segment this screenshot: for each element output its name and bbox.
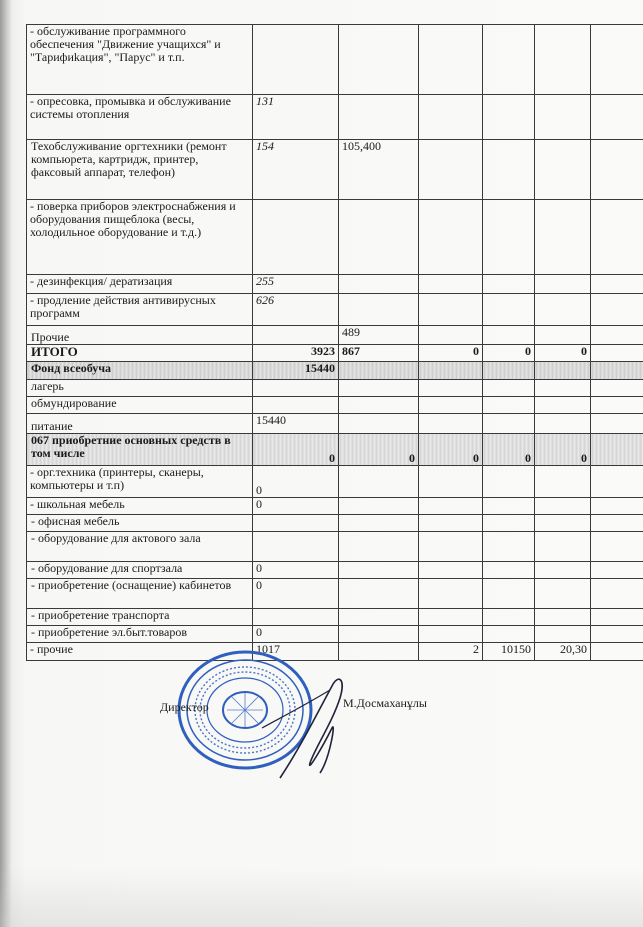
cell-col3	[419, 515, 483, 532]
cell-col1	[253, 609, 339, 626]
cell-col4	[483, 397, 535, 414]
table-row	[27, 466, 643, 498]
row-name: - оборудование для актового зала	[27, 532, 253, 562]
cell-col6	[591, 200, 643, 275]
cell-col4	[483, 200, 535, 275]
page-fold-shadow	[0, 0, 12, 927]
cell-col4: 10150	[483, 643, 535, 661]
cell-col5: 20,30	[535, 643, 591, 661]
row-name: - дезинфекция/ дератизация	[27, 275, 253, 294]
page-bottom-shade	[0, 867, 643, 927]
cell-col6	[591, 140, 643, 200]
cell-col2	[339, 95, 419, 140]
cell-col1	[253, 380, 339, 397]
cell-col4	[483, 498, 535, 515]
cell-col2	[339, 515, 419, 532]
cell-col4	[483, 362, 535, 380]
cell-col5	[535, 380, 591, 397]
cell-col5	[535, 362, 591, 380]
cell-col6	[591, 466, 643, 498]
row-name: - приобретение эл.быт.товаров	[27, 626, 253, 643]
row-name: - офисная мебель	[27, 515, 253, 532]
cell-col3	[419, 362, 483, 380]
cell-col5	[535, 562, 591, 579]
cell-col5	[535, 294, 591, 326]
cell-col3	[419, 532, 483, 562]
cell-col5: 0	[535, 434, 591, 466]
cell-col3	[419, 326, 483, 345]
cell-col2	[339, 362, 419, 380]
table-row	[27, 562, 643, 579]
cell-col5	[535, 532, 591, 562]
cell-col3	[419, 140, 483, 200]
cell-col1	[253, 25, 339, 95]
cell-col4	[483, 275, 535, 294]
cell-col1	[253, 326, 339, 345]
cell-col6	[591, 294, 643, 326]
cell-col1	[253, 397, 339, 414]
row-name: - орг.техника (принтеры, сканеры, компьютеры и т.п)	[27, 466, 253, 498]
cell-col4	[483, 466, 535, 498]
cell-col2	[339, 532, 419, 562]
cell-col6	[591, 414, 643, 434]
table-row	[27, 200, 643, 275]
cell-col2: 867	[339, 345, 419, 362]
cell-col6	[591, 515, 643, 532]
row-name: лагерь	[27, 380, 253, 397]
fund-row	[27, 362, 643, 380]
row-name: 067 приобретние основных средств в том числе	[27, 434, 253, 466]
cell-col6	[591, 643, 643, 661]
cell-col3	[419, 200, 483, 275]
cell-col5	[535, 275, 591, 294]
table-row	[27, 515, 643, 532]
row-name: ИТОГО	[27, 345, 253, 362]
cell-col6	[591, 25, 643, 95]
cell-col4	[483, 380, 535, 397]
row-name: Фонд всеобуча	[27, 362, 253, 380]
cell-col2	[339, 380, 419, 397]
cell-col3	[419, 498, 483, 515]
cell-col6	[591, 626, 643, 643]
cell-col1	[253, 200, 339, 275]
cell-col3	[419, 609, 483, 626]
cell-col1: 1017	[253, 643, 339, 661]
cell-col4	[483, 326, 535, 345]
cell-col1: 0	[253, 498, 339, 515]
cell-col5: 0	[535, 345, 591, 362]
cell-col5	[535, 609, 591, 626]
row-name: Техобслуживание оргтехники (ремонт компьюрета, картридж, принтер, факсовый аппарат, телефон)	[27, 140, 253, 200]
cell-col2	[339, 466, 419, 498]
table-row	[27, 95, 643, 140]
cell-col2	[339, 397, 419, 414]
signature-role: Директор	[160, 700, 209, 714]
table-row	[27, 380, 643, 397]
cell-col4	[483, 140, 535, 200]
cell-col1: 15440	[253, 362, 339, 380]
row-name: - обслуживание программного обеспечения "Движение учащихся" и "Тарифиkация", "Парус" и т.п.	[27, 25, 253, 95]
cell-col6	[591, 95, 643, 140]
cell-col6	[591, 326, 643, 345]
cell-col5	[535, 140, 591, 200]
cell-col3	[419, 380, 483, 397]
cell-col4: 0	[483, 345, 535, 362]
cell-col6	[591, 397, 643, 414]
cell-col2	[339, 275, 419, 294]
cell-col4	[483, 579, 535, 609]
cell-col6	[591, 498, 643, 515]
cell-col3	[419, 275, 483, 294]
row-name: обмундирование	[27, 397, 253, 414]
handwritten-signature-icon	[260, 668, 370, 788]
cell-col4	[483, 532, 535, 562]
cell-col3	[419, 466, 483, 498]
row-name: Прочие	[27, 326, 253, 345]
cell-col1: 131	[253, 95, 339, 140]
table-row	[27, 25, 643, 95]
cell-col6	[591, 532, 643, 562]
table-row	[27, 275, 643, 294]
row-name: - прочие	[27, 643, 253, 661]
cell-col5	[535, 579, 591, 609]
table-row	[27, 397, 643, 414]
row-name: - продление действия антивирусных программ	[27, 294, 253, 326]
cell-col2	[339, 562, 419, 579]
table-row	[27, 294, 643, 326]
table-row	[27, 532, 643, 562]
row-name: - опресовка, промывка и обслуживание системы отопления	[27, 95, 253, 140]
cell-col6	[591, 345, 643, 362]
cell-col1: 0	[253, 579, 339, 609]
cell-col5	[535, 626, 591, 643]
cell-col5	[535, 498, 591, 515]
cell-col1: 15440	[253, 414, 339, 434]
cell-col4	[483, 25, 535, 95]
table-row	[27, 609, 643, 626]
signature-block	[150, 648, 570, 778]
cell-col4	[483, 562, 535, 579]
table-row	[27, 579, 643, 609]
row-name: - школьная мебель	[27, 498, 253, 515]
cell-col2	[339, 626, 419, 643]
cell-col5	[535, 95, 591, 140]
cell-col4	[483, 626, 535, 643]
cell-col1: 0	[253, 626, 339, 643]
cell-col2	[339, 414, 419, 434]
cell-col6	[591, 434, 643, 466]
cell-col2: 105,400	[339, 140, 419, 200]
table-row	[27, 626, 643, 643]
cell-col2	[339, 609, 419, 626]
cell-col1	[253, 515, 339, 532]
cell-col3: 0	[419, 434, 483, 466]
cell-col5	[535, 515, 591, 532]
cell-col6	[591, 579, 643, 609]
cell-col3	[419, 626, 483, 643]
cell-col5	[535, 200, 591, 275]
budget-table	[26, 24, 643, 661]
cell-col1: 154	[253, 140, 339, 200]
cell-col6	[591, 609, 643, 626]
cell-col3: 2	[419, 643, 483, 661]
cell-col3: 0	[419, 345, 483, 362]
cell-col1: 3923	[253, 345, 339, 362]
row-name: - приобретение транспорта	[27, 609, 253, 626]
cell-col2	[339, 579, 419, 609]
cell-col6	[591, 380, 643, 397]
cell-col2	[339, 200, 419, 275]
cell-col3	[419, 579, 483, 609]
cell-col1: 255	[253, 275, 339, 294]
row-name: питание	[27, 414, 253, 434]
row-name: - приобретение (оснащение) кабинетов	[27, 579, 253, 609]
cell-col2: 489	[339, 326, 419, 345]
cell-col6	[591, 362, 643, 380]
cell-col2: 0	[339, 434, 419, 466]
cell-col3	[419, 294, 483, 326]
row-name: - поверка приборов электроснабжения и оборудования пищеблока (весы, холодильное оборудование и т.д.)	[27, 200, 253, 275]
cell-col5	[535, 25, 591, 95]
cell-col3	[419, 95, 483, 140]
cell-col2	[339, 498, 419, 515]
cell-col2	[339, 25, 419, 95]
cell-col6	[591, 275, 643, 294]
cell-col1: 0	[253, 562, 339, 579]
section-row	[27, 434, 643, 466]
cell-col1: 0	[253, 466, 339, 498]
cell-col1: 0	[253, 434, 339, 466]
cell-col1	[253, 532, 339, 562]
cell-col3	[419, 414, 483, 434]
cell-col1: 626	[253, 294, 339, 326]
cell-col3	[419, 562, 483, 579]
cell-col5	[535, 397, 591, 414]
table-row	[27, 498, 643, 515]
cell-col5	[535, 466, 591, 498]
cell-col4	[483, 609, 535, 626]
row-name: - оборудование для спортзала	[27, 562, 253, 579]
cell-col3	[419, 397, 483, 414]
cell-col4	[483, 95, 535, 140]
cell-col5	[535, 414, 591, 434]
table-row	[27, 326, 643, 345]
signature-name: М.Досмаханұлы	[343, 696, 427, 710]
table-row	[27, 140, 643, 200]
cell-col4	[483, 414, 535, 434]
cell-col4: 0	[483, 434, 535, 466]
table-row	[27, 414, 643, 434]
cell-col3	[419, 25, 483, 95]
cell-col4	[483, 294, 535, 326]
total-row	[27, 345, 643, 362]
cell-col2	[339, 294, 419, 326]
cell-col6	[591, 562, 643, 579]
cell-col5	[535, 326, 591, 345]
cell-col4	[483, 515, 535, 532]
